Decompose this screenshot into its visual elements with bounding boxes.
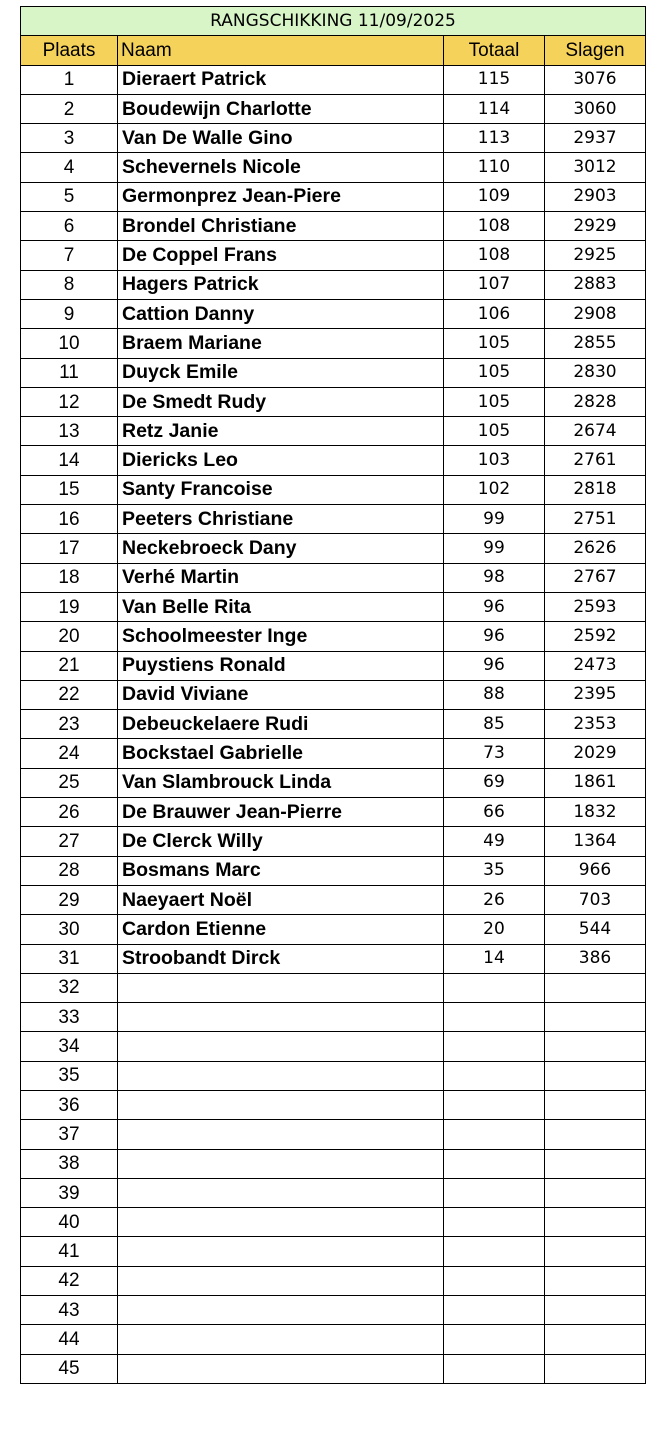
total-cell: 110: [444, 153, 545, 182]
hits-cell: 966: [545, 856, 646, 885]
column-header-name: Naam: [118, 36, 444, 65]
total-cell: [444, 1325, 545, 1354]
name-cell: Schoolmeester Inge: [118, 622, 444, 651]
total-cell: [444, 1178, 545, 1207]
hits-cell: 2395: [545, 680, 646, 709]
place-cell: 38: [21, 1149, 118, 1178]
hits-cell: 2767: [545, 563, 646, 592]
table-row: [21, 768, 646, 797]
table-row: [21, 1208, 646, 1237]
hits-cell: 2674: [545, 417, 646, 446]
total-cell: 85: [444, 710, 545, 739]
hits-cell: 2908: [545, 299, 646, 328]
table-row: [21, 1237, 646, 1266]
hits-cell: 2818: [545, 475, 646, 504]
name-cell: Neckebroeck Dany: [118, 534, 444, 563]
place-cell: 39: [21, 1178, 118, 1207]
hits-cell: 2830: [545, 358, 646, 387]
place-cell: 17: [21, 534, 118, 563]
place-cell: 37: [21, 1120, 118, 1149]
hits-cell: 386: [545, 944, 646, 973]
total-cell: 66: [444, 798, 545, 827]
table-row: [21, 94, 646, 123]
name-cell: De Smedt Rudy: [118, 387, 444, 416]
place-cell: 35: [21, 1061, 118, 1090]
name-cell: Brondel Christiane: [118, 212, 444, 241]
name-cell: Hagers Patrick: [118, 270, 444, 299]
total-cell: 109: [444, 182, 545, 211]
hits-cell: 3076: [545, 65, 646, 94]
name-cell: [118, 1032, 444, 1061]
total-cell: 105: [444, 329, 545, 358]
total-cell: 107: [444, 270, 545, 299]
total-cell: 99: [444, 505, 545, 534]
hits-cell: 2929: [545, 212, 646, 241]
table-row: [21, 798, 646, 827]
total-cell: 99: [444, 534, 545, 563]
total-cell: 98: [444, 563, 545, 592]
table-row: [21, 1296, 646, 1325]
table-row: [21, 534, 646, 563]
hits-cell: 3060: [545, 94, 646, 123]
name-cell: Cattion Danny: [118, 299, 444, 328]
table-row: [21, 622, 646, 651]
total-cell: 106: [444, 299, 545, 328]
place-cell: 14: [21, 446, 118, 475]
place-cell: 2: [21, 94, 118, 123]
table-row: [21, 563, 646, 592]
hits-cell: [545, 1149, 646, 1178]
place-cell: 26: [21, 798, 118, 827]
table-row: [21, 1090, 646, 1119]
table-row: [21, 358, 646, 387]
place-cell: 10: [21, 329, 118, 358]
total-cell: 69: [444, 768, 545, 797]
name-cell: Santy Francoise: [118, 475, 444, 504]
table-row: [21, 1149, 646, 1178]
name-cell: [118, 973, 444, 1002]
table-row: [21, 1003, 646, 1032]
place-cell: 34: [21, 1032, 118, 1061]
total-cell: 108: [444, 212, 545, 241]
total-cell: 20: [444, 915, 545, 944]
table-row: [21, 124, 646, 153]
place-cell: 15: [21, 475, 118, 504]
table-row: [21, 387, 646, 416]
total-cell: 115: [444, 65, 545, 94]
hits-cell: 2883: [545, 270, 646, 299]
hits-cell: [545, 1237, 646, 1266]
place-cell: 23: [21, 710, 118, 739]
name-cell: Boudewijn Charlotte: [118, 94, 444, 123]
total-cell: 102: [444, 475, 545, 504]
name-cell: [118, 1208, 444, 1237]
total-cell: 108: [444, 241, 545, 270]
name-cell: Dieraert Patrick: [118, 65, 444, 94]
table-row: [21, 212, 646, 241]
total-cell: 103: [444, 446, 545, 475]
total-cell: 96: [444, 622, 545, 651]
table-row: [21, 299, 646, 328]
hits-cell: [545, 1003, 646, 1032]
table-row: [21, 417, 646, 446]
hits-cell: 1861: [545, 768, 646, 797]
place-cell: 12: [21, 387, 118, 416]
total-cell: [444, 1003, 545, 1032]
place-cell: 13: [21, 417, 118, 446]
table-row: [21, 1032, 646, 1061]
table-row: [21, 475, 646, 504]
total-cell: 105: [444, 417, 545, 446]
place-cell: 25: [21, 768, 118, 797]
place-cell: 18: [21, 563, 118, 592]
place-cell: 45: [21, 1354, 118, 1383]
total-cell: 105: [444, 387, 545, 416]
place-cell: 19: [21, 592, 118, 621]
place-cell: 7: [21, 241, 118, 270]
table-row: [21, 329, 646, 358]
total-cell: 35: [444, 856, 545, 885]
ranking-sheet: [20, 6, 645, 1384]
name-cell: Duyck Emile: [118, 358, 444, 387]
place-cell: 4: [21, 153, 118, 182]
name-cell: Retz Janie: [118, 417, 444, 446]
total-cell: [444, 1208, 545, 1237]
name-cell: [118, 1237, 444, 1266]
name-cell: [118, 1296, 444, 1325]
place-cell: 1: [21, 65, 118, 94]
table-body: [21, 65, 646, 1383]
table-row: [21, 1061, 646, 1090]
name-cell: Cardon Etienne: [118, 915, 444, 944]
name-cell: Van De Walle Gino: [118, 124, 444, 153]
table-row: [21, 1354, 646, 1383]
hits-cell: 2029: [545, 739, 646, 768]
total-cell: [444, 1061, 545, 1090]
place-cell: 5: [21, 182, 118, 211]
hits-cell: 1364: [545, 827, 646, 856]
total-cell: 105: [444, 358, 545, 387]
hits-cell: [545, 1208, 646, 1237]
column-header-hits: Slagen: [545, 36, 646, 65]
table-row: [21, 65, 646, 94]
total-cell: [444, 1354, 545, 1383]
name-cell: Peeters Christiane: [118, 505, 444, 534]
place-cell: 8: [21, 270, 118, 299]
table-row: [21, 182, 646, 211]
name-cell: David Viviane: [118, 680, 444, 709]
table-row: [21, 856, 646, 885]
hits-cell: 2761: [545, 446, 646, 475]
name-cell: Schevernels Nicole: [118, 153, 444, 182]
hits-cell: [545, 1266, 646, 1295]
name-cell: Verhé Martin: [118, 563, 444, 592]
place-cell: 16: [21, 505, 118, 534]
name-cell: Diericks Leo: [118, 446, 444, 475]
hits-cell: 2626: [545, 534, 646, 563]
name-cell: Stroobandt Dirck: [118, 944, 444, 973]
column-header-total: Totaal: [444, 36, 545, 65]
hits-cell: [545, 1061, 646, 1090]
name-cell: [118, 1354, 444, 1383]
place-cell: 9: [21, 299, 118, 328]
name-cell: Bosmans Marc: [118, 856, 444, 885]
name-cell: De Clerck Willy: [118, 827, 444, 856]
table-row: [21, 885, 646, 914]
place-cell: 33: [21, 1003, 118, 1032]
table-row: [21, 1178, 646, 1207]
total-cell: 96: [444, 651, 545, 680]
table-row: [21, 651, 646, 680]
table-row: [21, 827, 646, 856]
place-cell: 28: [21, 856, 118, 885]
table-row: [21, 592, 646, 621]
total-cell: [444, 1149, 545, 1178]
name-cell: Puystiens Ronald: [118, 651, 444, 680]
name-cell: Germonprez Jean-Piere: [118, 182, 444, 211]
hits-cell: 2751: [545, 505, 646, 534]
header-row: [21, 36, 646, 65]
total-cell: [444, 973, 545, 1002]
hits-cell: 2855: [545, 329, 646, 358]
place-cell: 20: [21, 622, 118, 651]
place-cell: 36: [21, 1090, 118, 1119]
place-cell: 44: [21, 1325, 118, 1354]
name-cell: [118, 1149, 444, 1178]
table-row: [21, 1325, 646, 1354]
total-cell: 73: [444, 739, 545, 768]
total-cell: 26: [444, 885, 545, 914]
name-cell: [118, 1325, 444, 1354]
hits-cell: 2937: [545, 124, 646, 153]
place-cell: 31: [21, 944, 118, 973]
table-row: [21, 710, 646, 739]
title-row: [21, 7, 646, 36]
table-row: [21, 270, 646, 299]
column-header-place: Plaats: [21, 36, 118, 65]
place-cell: 42: [21, 1266, 118, 1295]
hits-cell: [545, 973, 646, 1002]
hits-cell: [545, 1354, 646, 1383]
name-cell: Naeyaert Noël: [118, 885, 444, 914]
hits-cell: 2353: [545, 710, 646, 739]
place-cell: 22: [21, 680, 118, 709]
name-cell: Van Slambrouck Linda: [118, 768, 444, 797]
hits-cell: 703: [545, 885, 646, 914]
hits-cell: 2593: [545, 592, 646, 621]
name-cell: Van Belle Rita: [118, 592, 444, 621]
table-row: [21, 680, 646, 709]
name-cell: [118, 1003, 444, 1032]
total-cell: 49: [444, 827, 545, 856]
total-cell: [444, 1237, 545, 1266]
name-cell: De Brauwer Jean-Pierre: [118, 798, 444, 827]
total-cell: [444, 1296, 545, 1325]
name-cell: [118, 1266, 444, 1295]
place-cell: 32: [21, 973, 118, 1002]
hits-cell: 2925: [545, 241, 646, 270]
place-cell: 3: [21, 124, 118, 153]
place-cell: 41: [21, 1237, 118, 1266]
table-row: [21, 153, 646, 182]
table-row: [21, 505, 646, 534]
name-cell: [118, 1178, 444, 1207]
place-cell: 24: [21, 739, 118, 768]
total-cell: 88: [444, 680, 545, 709]
sheet-title: RANGSCHIKKING 11/09/2025: [21, 7, 646, 36]
name-cell: Debeuckelaere Rudi: [118, 710, 444, 739]
hits-cell: [545, 1325, 646, 1354]
name-cell: [118, 1061, 444, 1090]
total-cell: 96: [444, 592, 545, 621]
hits-cell: 544: [545, 915, 646, 944]
hits-cell: [545, 1032, 646, 1061]
total-cell: [444, 1266, 545, 1295]
name-cell: [118, 1090, 444, 1119]
name-cell: [118, 1120, 444, 1149]
table-row: [21, 1120, 646, 1149]
table-row: [21, 739, 646, 768]
total-cell: [444, 1032, 545, 1061]
total-cell: 14: [444, 944, 545, 973]
hits-cell: 2903: [545, 182, 646, 211]
place-cell: 29: [21, 885, 118, 914]
place-cell: 21: [21, 651, 118, 680]
name-cell: De Coppel Frans: [118, 241, 444, 270]
hits-cell: 2473: [545, 651, 646, 680]
place-cell: 40: [21, 1208, 118, 1237]
table-row: [21, 241, 646, 270]
total-cell: 113: [444, 124, 545, 153]
place-cell: 11: [21, 358, 118, 387]
place-cell: 27: [21, 827, 118, 856]
hits-cell: [545, 1178, 646, 1207]
total-cell: 114: [444, 94, 545, 123]
place-cell: 43: [21, 1296, 118, 1325]
name-cell: Braem Mariane: [118, 329, 444, 358]
table-row: [21, 446, 646, 475]
place-cell: 30: [21, 915, 118, 944]
table-row: [21, 973, 646, 1002]
hits-cell: 2828: [545, 387, 646, 416]
table-row: [21, 1266, 646, 1295]
hits-cell: [545, 1090, 646, 1119]
total-cell: [444, 1090, 545, 1119]
hits-cell: [545, 1296, 646, 1325]
total-cell: [444, 1120, 545, 1149]
hits-cell: [545, 1120, 646, 1149]
hits-cell: 3012: [545, 153, 646, 182]
table-row: [21, 944, 646, 973]
place-cell: 6: [21, 212, 118, 241]
hits-cell: 2592: [545, 622, 646, 651]
ranking-table: [20, 6, 646, 1384]
hits-cell: 1832: [545, 798, 646, 827]
table-row: [21, 915, 646, 944]
name-cell: Bockstael Gabrielle: [118, 739, 444, 768]
